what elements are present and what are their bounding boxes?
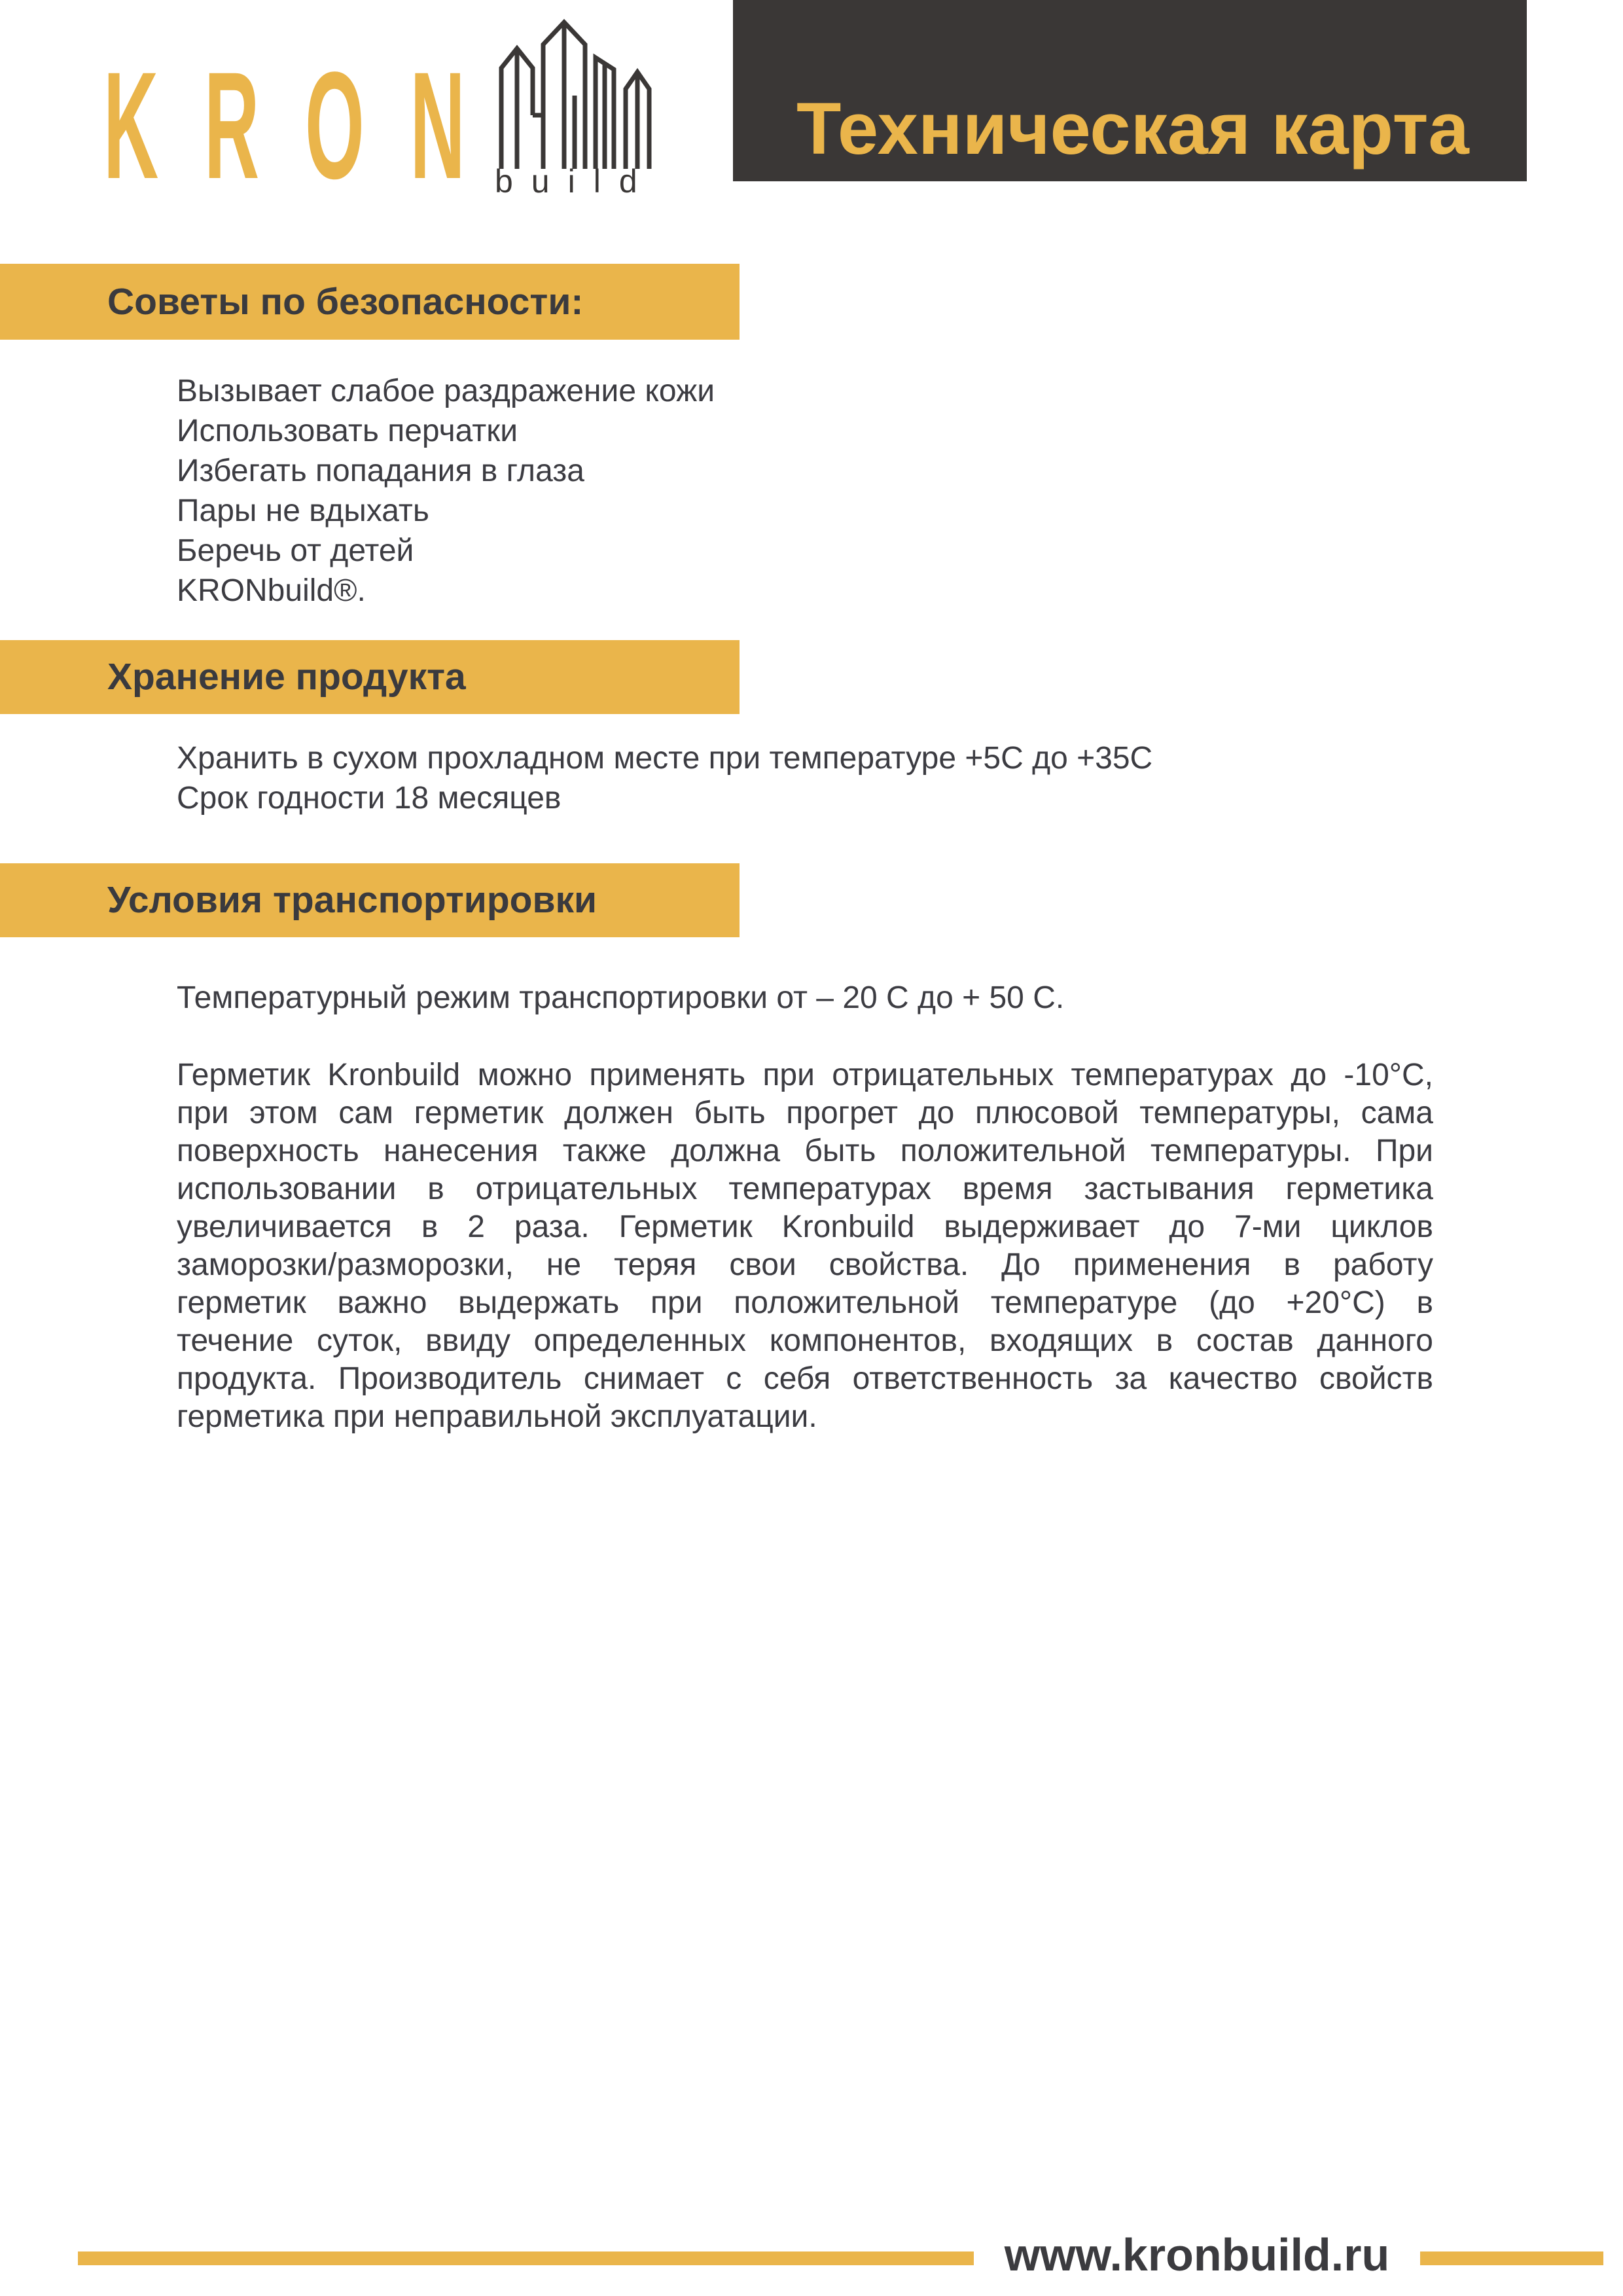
- paragraph-line: увеличивается в 2 раза. Герметик Kronbuild выдерживает до 7-ми циклов: [177, 1210, 1433, 1244]
- transport-intro: [177, 978, 1064, 1018]
- footer-left-bar: [78, 2251, 974, 2265]
- section-heading-safety: [0, 264, 740, 340]
- paragraph-line: заморозки/разморозки, не теряя свои свойства. До применения в работу: [177, 1247, 1433, 1282]
- paragraph-line: использовании в отрицательных температурах время застывания герметика: [177, 1172, 1433, 1206]
- intro-line: Температурный режим транспортировки от – 20 С до + 50 С.: [177, 980, 1065, 1015]
- section-heading-label: Советы по безопасности:: [107, 280, 584, 323]
- logo-subtext: build: [495, 163, 656, 200]
- list-item: KRONbuild®.: [177, 573, 366, 608]
- paragraph-line: герметик важно выдержать при положительной температуре (до +20°С) в: [177, 1285, 1433, 1320]
- title-banner: [733, 0, 1527, 181]
- section-heading-storage: [0, 640, 740, 714]
- list-item: Пары не вдыхать: [177, 493, 429, 528]
- footer-right-bar: [1420, 2251, 1603, 2265]
- section-heading-transport: [0, 863, 740, 937]
- list-item: Хранить в сухом прохладном месте при температуре +5С до +35С: [177, 741, 1153, 776]
- storage-info: [177, 738, 1152, 818]
- safety-tips-list: [177, 371, 715, 611]
- transport-paragraph: [177, 1056, 1433, 1436]
- list-item: Срок годности 18 месяцев: [177, 781, 562, 816]
- section-heading-label: Условия транспортировки: [107, 879, 597, 921]
- list-item: Беречь от детей: [177, 533, 414, 568]
- list-item: Вызывает слабое раздражение кожи: [177, 374, 715, 408]
- list-item: Использовать перчатки: [177, 414, 518, 448]
- paragraph-line: герметика при неправильной эксплуатации.: [177, 1399, 817, 1434]
- list-item: Избегать попадания в глаза: [177, 454, 584, 488]
- logo-wordmark: KRON: [103, 41, 511, 211]
- footer-url[interactable]: www.kronbuild.ru: [1004, 2229, 1390, 2280]
- buildings-icon: [492, 17, 660, 198]
- document-title: Техническая карта: [796, 88, 1469, 170]
- section-heading-label: Хранение продукта: [107, 656, 466, 698]
- paragraph-line: продукта. Производитель снимает с себя ответственность за качество свойств: [177, 1361, 1433, 1396]
- paragraph-line: поверхность нанесения также должна быть положительной температуры. При: [177, 1134, 1433, 1168]
- paragraph-line: при этом сам герметик должен быть прогрет до плюсовой температуры, сама: [177, 1096, 1433, 1130]
- paragraph-line: Герметик Kronbuild можно применять при отрицательных температурах до -10°С,: [177, 1058, 1433, 1092]
- paragraph-line: течение суток, ввиду определенных компонентов, входящих в состав данного: [177, 1323, 1433, 1358]
